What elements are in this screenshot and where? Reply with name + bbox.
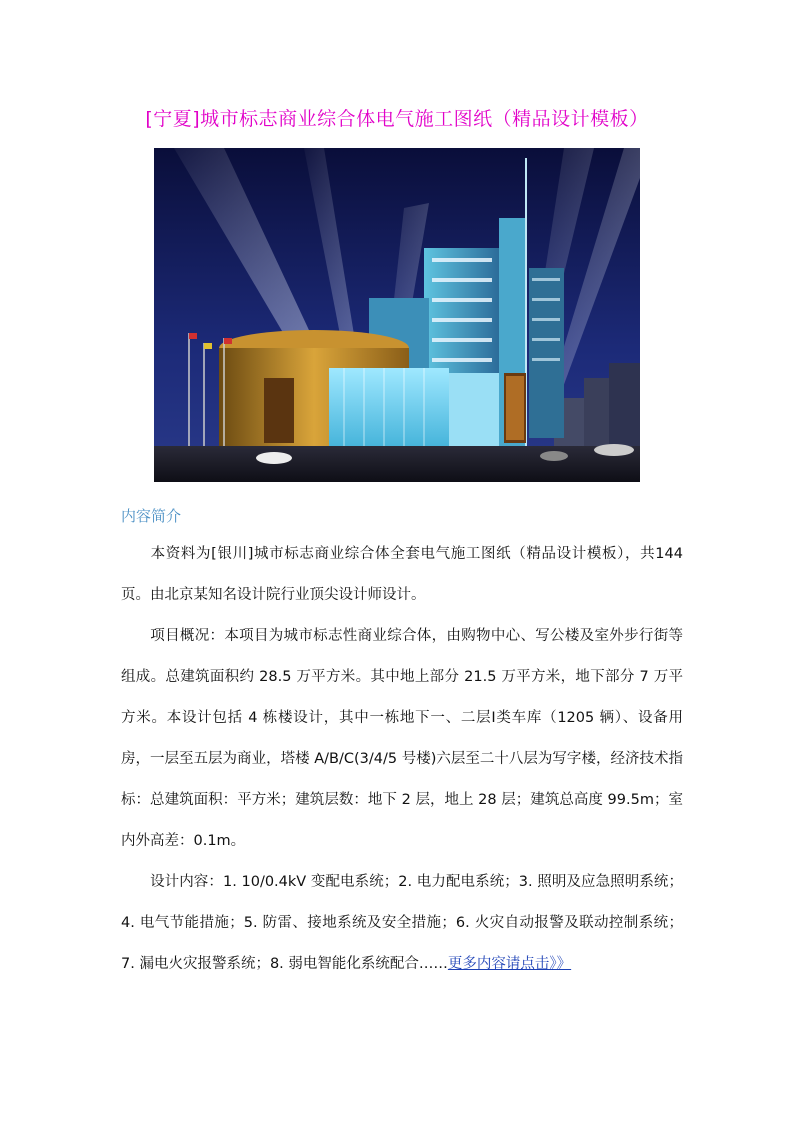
intro-paragraph [121,534,683,616]
building-night-photo [154,148,640,482]
document-title: [宁夏]城市标志商业综合体电气施工图纸（精品设计模板） [145,108,649,130]
more-content-link[interactable]: 更多内容请点击》》 [447,956,572,972]
section-heading: 内容简介 [121,507,182,525]
design-content-text: 设计内容：1. 10/0.4kV 变配电系统；2. 电力配电系统；3. 照明及应急照明系统；4. 电气节能措施；5. 防雷、接地系统及安全措施；6. 火灾自动报警及联动控制系统；7. 漏电火灾报警系统；8. 弱电智能化系统配合…… [121,874,683,972]
overview-text: 项目概况：本项目为城市标志性商业综合体，由购物中心、写公楼及室外步行街等组成。总建筑面积约 28.5 万平方米。其中地上部分 21.5 万平方米，地下部分 7 万平方米。本设计包括 4 栋楼设计，其中一栋地下一、二层Ⅰ类车库（1205 辆）、设备用房，一层至五层为商业，塔楼 A/B/C(3/4/5 号楼)六层至二十八层为写字楼，经济技术指标：总建筑面积：平方米；建筑层数：地下 2 层，地上 28 层；建筑总高度 99.5m；室内外高差：0.1m。 [121,628,683,849]
overview-paragraph [121,616,683,862]
intro-text: 本资料为[银川]城市标志商业综合体全套电气施工图纸（精品设计模板），共144页。由北京某知名设计院行业顶尖设计师设计。 [121,546,683,603]
design-content-paragraph [121,862,683,985]
